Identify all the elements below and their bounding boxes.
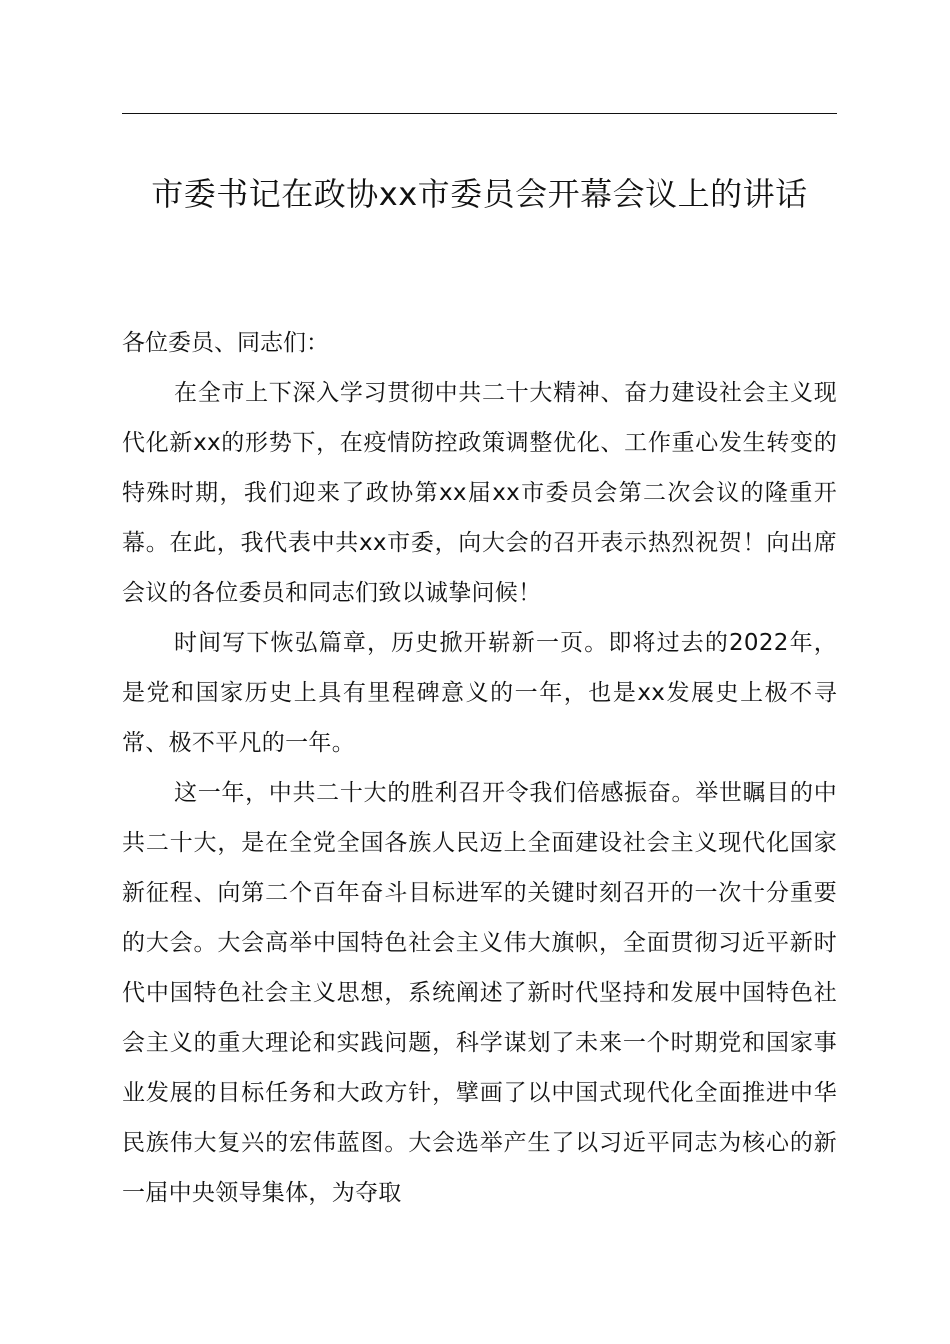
- salutation: 各位委员、同志们：: [122, 330, 329, 356]
- document-body: [122, 318, 837, 1218]
- document-title: 市委书记在政协xx市委员会开幕会议上的讲话: [151, 175, 808, 213]
- body-paragraph: 这一年，中共二十大的胜利召开令我们倍感振奋。举世瞩目的中共二十大，是在全党全国各族人民迈上全面建设社会主义现代化国家新征程、向第二个百年奋斗目标进军的关键时刻召开的一次十分重要的大会。大会高举中国特色社会主义伟大旗帜，全面贯彻习近平新时代中国特色社会主义思想，系统阐述了新时代坚持和发展中国特色社会主义的重大理论和实践问题，科学谋划了未来一个时期党和国家事业发展的目标任务和大政方针，擘画了以中国式现代化全面推进中华民族伟大复兴的宏伟蓝图。大会选举产生了以习近平同志为核心的新一届中央领导集体，为夺取: [122, 780, 837, 1206]
- body-paragraph: 时间写下恢弘篇章，历史掀开崭新一页。即将过去的2022年，是党和国家历史上具有里程碑意义的一年，也是xx发展史上极不寻常、极不平凡的一年。: [122, 630, 837, 756]
- body-paragraph: 在全市上下深入学习贯彻中共二十大精神、奋力建设社会主义现代化新xx的形势下，在疫情防控政策调整优化、工作重心发生转变的特殊时期，我们迎来了政协第xx届xx市委员会第二次会议的隆重开幕。在此，我代表中共xx市委，向大会的召开表示热烈祝贺！向出席会议的各位委员和同志们致以诚挚问候！: [122, 380, 837, 606]
- header-rule: [122, 113, 837, 114]
